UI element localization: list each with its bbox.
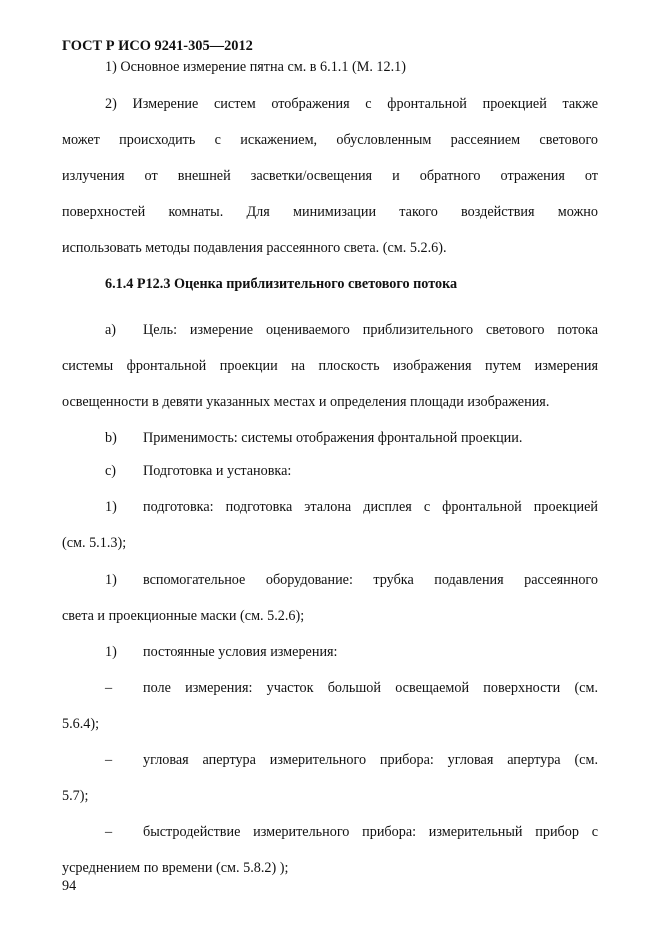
section-heading: 6.1.4 Р12.3 Оценка приблизительного светового потока [105, 276, 458, 292]
item-d2-line-1: угловая апертура измерительного прибора: угловая апертура (см. [143, 752, 598, 768]
item-d1-line-2: 5.6.4); [62, 716, 100, 732]
item-d1-line-1: поле измерения: участок большой освещаемой поверхности (см. [143, 680, 598, 696]
item-b-text: Применимость: системы отображения фронтальной проекции. [143, 430, 523, 446]
note-2-line-3: излучения от внешней засветки/освещения и обратного отражения от [62, 168, 598, 184]
item-c1-line-2: (см. 5.1.3); [62, 535, 127, 551]
item-d3-line-1: быстродействие измерительного прибора: измерительный прибор с [143, 824, 598, 840]
item-c2-line-2: света и проекционные маски (см. 5.2.6); [62, 608, 305, 624]
item-c2-line-1: вспомогательное оборудование: трубка подавления рассеянного [143, 572, 598, 588]
item-c1-line-1: подготовка: подготовка эталона дисплея с фронтальной проекцией [143, 499, 598, 515]
page-number: 94 [62, 878, 77, 894]
item-a-line-1: Цель: измерение оцениваемого приблизительного светового потока [143, 322, 598, 338]
item-a-marker: a) [105, 322, 117, 338]
item-d1-marker: – [105, 680, 113, 696]
item-c-marker: c) [105, 463, 117, 479]
item-c-text: Подготовка и установка: [143, 463, 292, 479]
document-header: ГОСТ Р ИСО 9241-305—2012 [62, 38, 253, 54]
item-d2-marker: – [105, 752, 113, 768]
item-c2-marker: 1) [105, 572, 117, 588]
note-2-line-4: поверхностей комнаты. Для минимизации такого воздействия можно [62, 204, 598, 220]
note-2-line-5: использовать методы подавления рассеянного света. (см. 5.2.6). [62, 240, 447, 256]
item-d3-line-2: усреднением по времени (см. 5.8.2) ); [62, 860, 289, 876]
item-d3-marker: – [105, 824, 113, 840]
item-c3-text: постоянные условия измерения: [143, 644, 338, 660]
item-c1-marker: 1) [105, 499, 117, 515]
note-2-line-2: может происходить с искажением, обусловленным рассеянием светового [62, 132, 598, 148]
item-d2-line-2: 5.7); [62, 788, 89, 804]
item-a-line-3: освещенности в девяти указанных местах и определения площади изображения. [62, 394, 550, 410]
note-2-line-1: 2) Измерение систем отображения с фронтальной проекцией также [105, 96, 598, 112]
note-1: 1) Основное измерение пятна см. в 6.1.1 (М. 12.1) [105, 59, 406, 75]
item-a-line-2: системы фронтальной проекции на плоскость изображения путем измерения [62, 358, 598, 374]
item-c3-marker: 1) [105, 644, 117, 660]
item-b-marker: b) [105, 430, 117, 446]
